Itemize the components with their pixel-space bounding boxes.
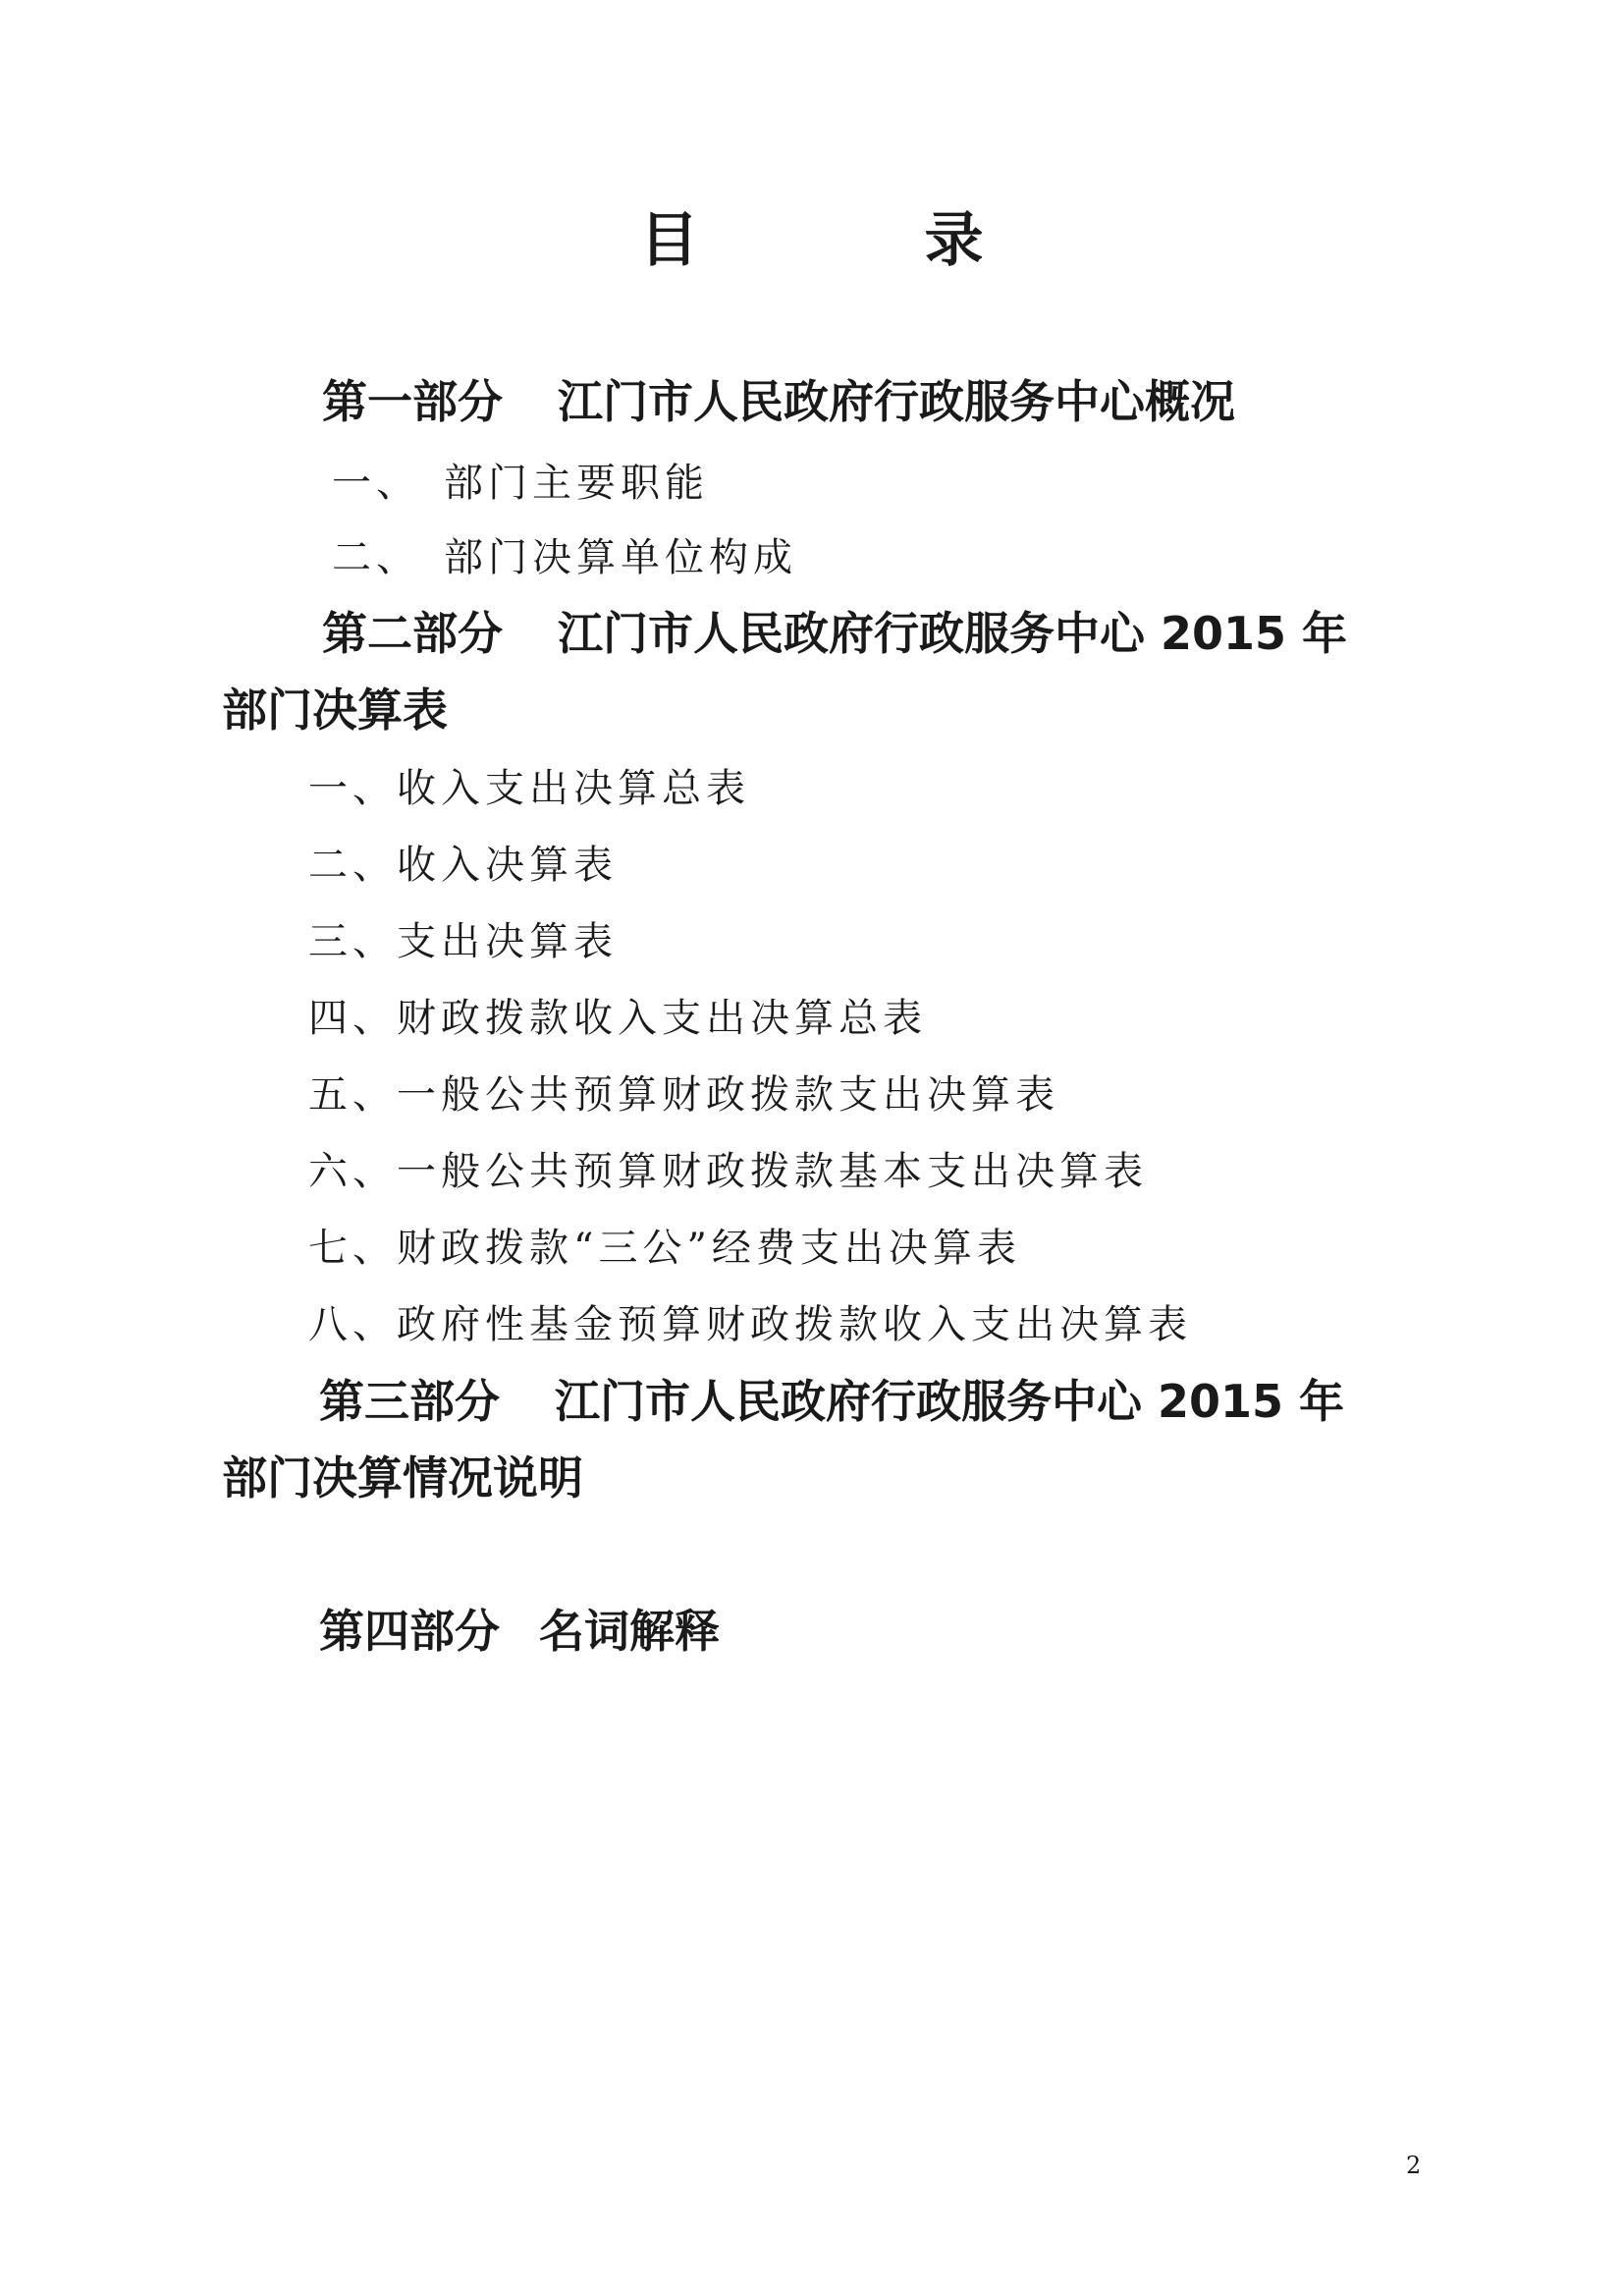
part-1-item-1 [332, 451, 709, 516]
part-2-item-3: 三、支出决算表 [308, 919, 618, 964]
part-4-label: 第四部分 [319, 1605, 500, 1658]
part-3-label: 第三部分 [319, 1375, 500, 1428]
part-1-item-1-text: 部门主要职能 [444, 461, 709, 506]
part-2-continuation: 部门决算表 [222, 683, 448, 737]
part-2-label: 第二部分 [322, 607, 503, 660]
part-1-item-2-num: 二、 [332, 535, 420, 580]
part-2-name: 江门市人民政府行政服务中心 2015 年 [558, 607, 1348, 660]
part-2-item-8: 八、政府性基金预算财政拨款收入支出决算表 [308, 1302, 1192, 1347]
part-1-label: 第一部分 [322, 375, 503, 428]
part-4-name: 名词解释 [539, 1605, 720, 1658]
part-1-item-1-num: 一、 [332, 461, 420, 506]
part-2-heading [322, 595, 1347, 672]
part-2-item-6: 六、一般公共预算财政拨款基本支出决算表 [308, 1149, 1148, 1194]
part-3-heading [319, 1363, 1344, 1440]
page-number: 2 [1406, 2152, 1422, 2179]
toc-title: 目录 [639, 206, 1210, 275]
part-2-item-5: 五、一般公共预算财政拨款支出决算表 [308, 1072, 1059, 1118]
part-3-name: 江门市人民政府行政服务中心 2015 年 [555, 1375, 1345, 1428]
part-4-heading [319, 1593, 720, 1669]
part-2-item-7: 七、财政拨款“三公”经费支出决算表 [308, 1226, 1021, 1271]
part-1-item-2-text: 部门决算单位构成 [444, 535, 797, 580]
part-1-item-2 [332, 525, 797, 590]
part-3-continuation: 部门决算情况说明 [222, 1451, 583, 1504]
part-2-item-4: 四、财政拨款收入支出决算总表 [308, 996, 927, 1041]
part-1-heading [322, 363, 1235, 440]
part-2-item-1: 一、收入支出决算总表 [308, 766, 750, 811]
part-1-name: 江门市人民政府行政服务中心概况 [558, 375, 1235, 428]
part-2-item-2: 二、收入决算表 [308, 843, 618, 888]
